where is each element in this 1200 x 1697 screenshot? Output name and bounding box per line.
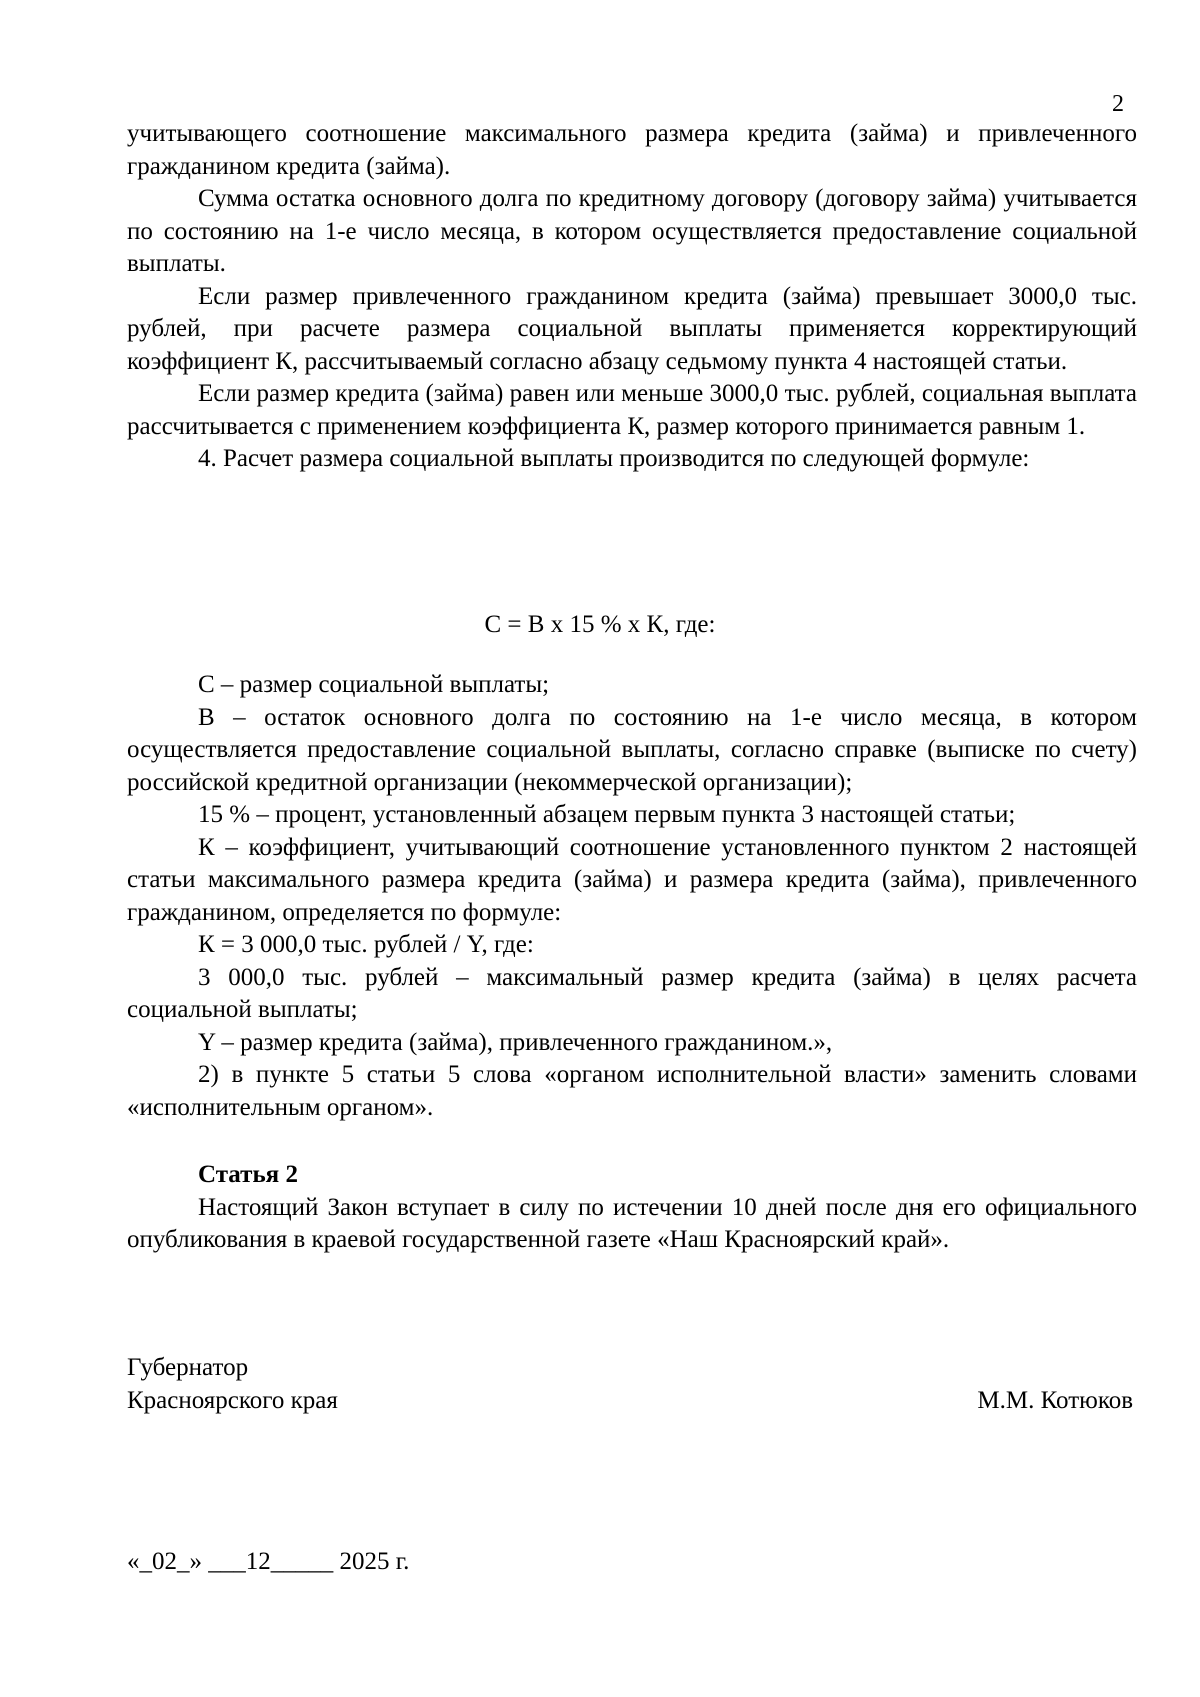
paragraph: Если размер привлеченного гражданином кредита (займа) превышает 3000,0 тыс. рублей, при расчете размера социальной выплаты применяется корректирующий коэффициент К, рассчитываемый согласно абзацу седьмому пункта 4 настоящей статьи. [127,282,1137,375]
definition-item: 2) в пункте 5 статьи 5 слова «органом исполнительной власти» заменить словами «исполнительным органом». [127,1061,1137,1121]
article-text: Настоящий Закон вступает в силу по истечении 10 дней после дня его официального опубликования в краевой государственной газете «Наш Красноярский край». [127,1193,1137,1253]
page-number: 2 [1112,91,1124,117]
definition-item: В – остаток основного долга по состоянию на 1-е число месяца, в котором осуществляется предоставление социальной выплаты, согласно справке (выписке по счету) российской кредитной организации (некоммерческой организации); [127,703,1137,796]
main-formula: С = В х 15 % х К, где: [484,611,716,638]
definition-item: К – коэффициент, учитывающий соотношение установленного пунктом 2 настоящей статьи максимального размера кредита (займа) и размера кредита (займа), привлеченного гражданином, определяется по формуле: [127,833,1137,926]
paragraph: учитывающего соотношение максимального размера кредита (займа) и привлеченного гражданином кредита (займа). [127,120,1137,180]
signatory-title-line1: Губернатор [127,1354,249,1381]
definitions-block [127,669,1137,1124]
paragraph: Если размер кредита (займа) равен или меньше 3000,0 тыс. рублей, социальная выплата рассчитывается с применением коэффициента К, размер которого принимается равным 1. [127,380,1137,440]
paragraph: Сумма остатка основного долга по кредитному договору (договору займа) учитывается по состоянию на 1-е число месяца, в котором осуществляется предоставление социальной выплаты. [127,185,1137,277]
definition-item: 15 % – процент, установленный абзацем первым пункта 3 настоящей статьи; [198,801,1016,828]
definition-item: С – размер социальной выплаты; [198,671,550,698]
top-paragraphs [127,118,1137,476]
definition-item: Y – размер кредита (займа), привлеченного гражданином.», [198,1028,833,1056]
article-2 [127,1159,1137,1257]
signing-date: «_02_» ___12_____ 2025 г. [127,1548,410,1575]
signatory-name: М.М. Котюков [977,1386,1133,1414]
definition-item: 3 000,0 тыс. рублей – максимальный размер кредита (займа) в целях расчета социальной выплаты; [127,963,1137,1023]
paragraph: 4. Расчет размера социальной выплаты производится по следующей формуле: [198,445,1030,472]
signatory-title-line2: Красноярского края [127,1386,338,1414]
signature-block [127,1352,1137,1417]
definition-item: К = 3 000,0 тыс. рублей / Y, где: [198,931,534,958]
article-heading: Статья 2 [198,1161,298,1188]
